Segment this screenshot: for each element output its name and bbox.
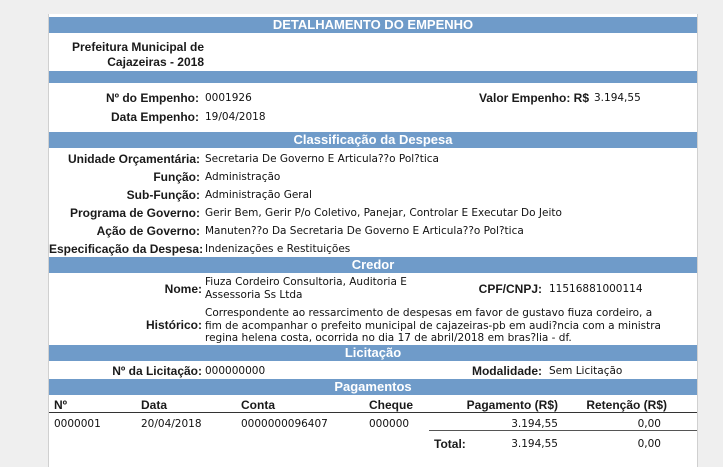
table-header-divider bbox=[49, 412, 697, 413]
col-header-data: Data bbox=[141, 398, 168, 412]
modalidade-label: Modalidade: bbox=[471, 364, 542, 378]
credor-nome-line2: Assessoria Ss Ltda bbox=[205, 289, 303, 301]
total-pagamento: 3.194,55 bbox=[511, 438, 558, 450]
row-pagamento: 3.194,55 bbox=[511, 418, 558, 430]
licitacao-number-label: Nº da Licitação: bbox=[112, 364, 202, 378]
section-divider bbox=[49, 71, 697, 83]
col-header-conta: Conta bbox=[241, 398, 275, 412]
col-header-numero: Nº bbox=[54, 398, 68, 412]
cpf-cnpj-label: CPF/CNPJ: bbox=[478, 282, 542, 296]
valor-empenho-value: 3.194,55 bbox=[594, 92, 641, 104]
programa-governo-value: Gerir Bem, Gerir P/o Coletivo, Panejar, Controlar E Executar Do Jeito bbox=[205, 207, 562, 219]
licitacao-number-value: 000000000 bbox=[205, 365, 266, 377]
empenho-panel bbox=[48, 14, 698, 467]
acao-governo-label: Ação de Governo: bbox=[96, 224, 200, 238]
funcao-label: Função: bbox=[153, 170, 200, 184]
historico-value: Correspondente ao ressarcimento de despesas em favor de gustavo fiuza cordeiro, a fim de acompanhar o prefeito municipal de cajazeiras-pb em audi?ncia com a ministra regina helena costa, ocorrida no dia 17 de abril/2018 em bras?lia - df. bbox=[205, 307, 661, 344]
section-header-pagamentos: Pagamentos bbox=[49, 379, 697, 395]
sub-funcao-value: Administração Geral bbox=[205, 189, 312, 201]
col-header-cheque: Cheque bbox=[369, 398, 414, 412]
empenho-number-label: Nº do Empenho: bbox=[105, 91, 199, 105]
col-header-retencao: Retenção (R$) bbox=[586, 398, 667, 412]
section-header-classificacao: Classificação da Despesa bbox=[49, 132, 697, 148]
valor-empenho-label: Valor Empenho: R$ bbox=[478, 91, 589, 105]
credor-nome-line1: Fiuza Cordeiro Consultoria, Auditoria E bbox=[205, 276, 407, 288]
total-label: Total: bbox=[434, 437, 466, 451]
section-header-detalhamento: DETALHAMENTO DO EMPENHO bbox=[49, 17, 697, 33]
total-retencao: 0,00 bbox=[637, 438, 661, 450]
entity-name-line2: Cajazeiras - 2018 bbox=[107, 55, 204, 69]
credor-nome-label: Nome: bbox=[164, 282, 202, 296]
unidade-orcamentaria-label: Unidade Orçamentária: bbox=[67, 152, 200, 166]
row-retencao: 0,00 bbox=[637, 418, 661, 430]
cpf-cnpj-value: 11516881000114 bbox=[549, 283, 643, 295]
historico-label: Histórico: bbox=[145, 318, 202, 332]
entity-name-line1: Prefeitura Municipal de bbox=[71, 40, 204, 54]
especificacao-despesa-value: Indenizações e Restituições bbox=[205, 243, 351, 255]
col-header-pagamento: Pagamento (R$) bbox=[466, 398, 558, 412]
total-divider bbox=[429, 430, 697, 431]
section-header-licitacao: Licitação bbox=[49, 345, 697, 361]
modalidade-value: Sem Licitação bbox=[549, 365, 623, 377]
acao-governo-value: Manuten??o Da Secretaria De Governo E Articula??o Pol?tica bbox=[205, 225, 524, 237]
data-empenho-label: Data Empenho: bbox=[110, 110, 199, 124]
row-data: 20/04/2018 bbox=[141, 418, 202, 430]
especificacao-despesa-label: Especificação da Despesa: bbox=[49, 242, 204, 256]
sub-funcao-label: Sub-Função: bbox=[126, 188, 200, 202]
row-cheque: 000000 bbox=[369, 418, 410, 430]
empenho-number-value: 0001926 bbox=[205, 92, 252, 104]
programa-governo-label: Programa de Governo: bbox=[69, 206, 200, 220]
data-empenho-value: 19/04/2018 bbox=[205, 111, 266, 123]
row-conta: 0000000096407 bbox=[241, 418, 328, 430]
unidade-orcamentaria-value: Secretaria De Governo E Articula??o Pol?tica bbox=[205, 153, 439, 165]
section-header-credor: Credor bbox=[49, 257, 697, 273]
row-numero: 0000001 bbox=[54, 418, 101, 430]
funcao-value: Administração bbox=[205, 171, 281, 183]
